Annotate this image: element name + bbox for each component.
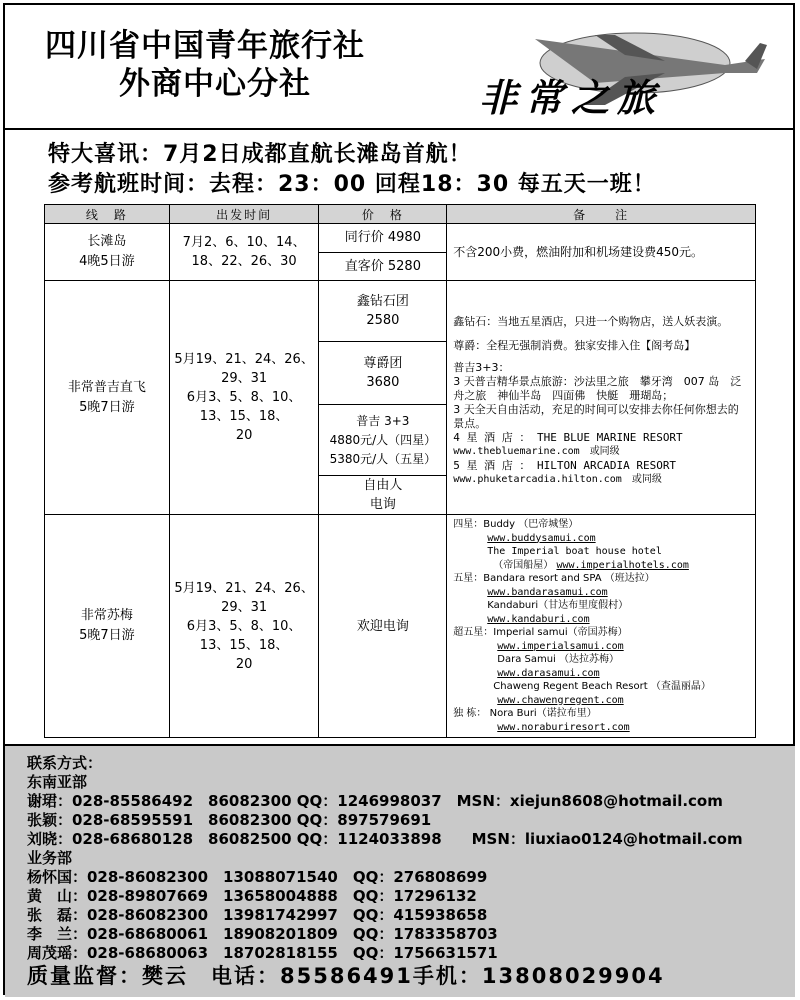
contact-section [5, 744, 795, 997]
quality-supervisor: 质量监督：樊云 电话：85586491手机：13808029904 [27, 964, 665, 988]
note-line: 3 天全天自由活动，充足的时间可以安排去你任何你想去的景点。 [453, 402, 739, 430]
hotel-link[interactable]: www.buddysamui.com [487, 532, 596, 544]
hotel-link[interactable]: www.kandaburi.com [487, 613, 590, 625]
price-free [319, 476, 447, 515]
dept-business: 业务部 [27, 849, 73, 867]
dates-line: 7月2、6、10、14、 [182, 235, 306, 250]
route-duration: 4晚5日游 [79, 254, 135, 269]
note-line: 5 星 酒 店 ： HILTON ARCADIA RESORT [453, 458, 677, 472]
route-duration: 5晚7日游 [79, 628, 135, 643]
price-peer: 同行价 4980 [319, 224, 447, 253]
table-header-row [45, 205, 756, 224]
note-line: Dara Samui （达拉苏梅） [497, 654, 620, 665]
price-name: 自由人 [363, 478, 403, 493]
price-diamond [319, 281, 447, 342]
header-dates: 出发时间 [169, 205, 319, 224]
note-line: 独 栋： Nora Buri（诺拉布里） [453, 708, 597, 719]
price-value: 3680 [366, 375, 400, 390]
contact-title: 联系方式： [27, 754, 103, 772]
contact-list [27, 754, 743, 963]
price-noble [319, 342, 447, 405]
note-line: 尊爵：全程无强制消费。独家安排入住【阁考岛】 [453, 338, 696, 352]
header-notes: 备 注 [447, 205, 756, 224]
dates-line: 6月3、5、8、10、 [186, 390, 302, 405]
note-phuket [447, 281, 756, 515]
dept-southeast-asia: 东南亚部 [27, 773, 88, 791]
dates-line: 5月19、21、24、26、 [174, 580, 314, 596]
note-line: 四星：Buddy （巴帝城堡） [453, 519, 579, 530]
dates-line: 20 [235, 428, 253, 443]
price-33 [319, 405, 447, 476]
price-value: 2580 [366, 313, 400, 328]
note-line: 鑫钻石：当地五星酒店，只进一个购物店，送人妖表演。 [453, 314, 729, 328]
price-name: 鑫钻石团 [356, 294, 409, 309]
price-value: 电询 [369, 497, 396, 512]
hotel-link[interactable]: www.noraburiresort.com [497, 721, 630, 733]
header [5, 5, 795, 130]
note-suffix: 或同级 [589, 445, 620, 457]
tour-table [44, 204, 756, 738]
news-banner [48, 140, 656, 200]
route-name: 非常苏梅 [80, 608, 133, 623]
price-direct: 直客价 5280 [319, 252, 447, 281]
dates-line: 29、31 [221, 599, 268, 615]
table-row [45, 224, 756, 253]
agency-line2: 外商中心分社 [119, 66, 311, 102]
note-boracay: 不含200小费，燃油附加和机场建设费450元。 [447, 224, 756, 281]
hotel-link[interactable]: www.darasamui.com [497, 667, 600, 679]
contact-row: 黄 山：028-89807669 13658004888 QQ：17296132 [27, 887, 477, 905]
dates-phuket [169, 281, 319, 515]
hotel-link[interactable]: www.imperialsamui.com [497, 640, 624, 652]
dates-line: 29、31 [221, 371, 268, 386]
note-samui [447, 515, 756, 738]
agency-name [45, 27, 365, 103]
note-line: The Imperial boat house hotel [487, 546, 662, 557]
contact-row: 谢珺：028-85586492 86082300 QQ：1246998037 MSN：xiejun8608@hotmail.com [27, 792, 723, 810]
price-value: 4880元/人（四星） [329, 432, 437, 447]
contact-row: 李 兰：028-68680061 18908201809 QQ：1783358703 [27, 925, 498, 943]
table-row [45, 515, 756, 738]
agency-line1: 四川省中国青年旅行社 [45, 28, 365, 64]
route-name: 非常普吉直飞 [67, 379, 146, 395]
slogan: 非常之旅 [479, 75, 664, 120]
note-line: 普吉3+3： [453, 360, 510, 374]
route-samui [45, 515, 170, 738]
hotel-link[interactable]: www.thebluemarine.com [453, 445, 580, 457]
contact-row: 刘晓：028-68680128 86082500 QQ：1124033898 MSN：liuxiao0124@hotmail.com [27, 830, 743, 848]
price-value: 5380元/人（五星） [329, 451, 437, 466]
hotel-link[interactable]: www.imperialhotels.com [556, 559, 689, 571]
dates-line: 13、15、18、 [199, 637, 289, 653]
price-name: 普吉 3+3 [356, 413, 410, 428]
dates-boracay [169, 224, 319, 281]
note-line: Kandaburi（甘达布里度假村） [487, 600, 629, 611]
note-line: 五星：Bandara resort and SPA （班达拉） [453, 573, 655, 584]
dates-samui [169, 515, 319, 738]
header-route: 线 路 [45, 205, 170, 224]
route-phuket [45, 281, 170, 515]
dates-line: 20 [235, 656, 253, 672]
table-row [45, 281, 756, 342]
note-line: Chaweng Regent Beach Resort （查温丽晶） [493, 681, 711, 692]
note-line: 4 星 酒 店 ： THE BLUE MARINE RESORT [453, 430, 683, 444]
contact-row: 张 磊：028-86082300 13981742997 QQ：415938658 [27, 906, 488, 924]
price-name: 尊爵团 [363, 356, 403, 371]
news-line2: 参考航班时间：去程：23：00 回程18：30 每五天一班！ [48, 172, 656, 197]
dates-line: 13、15、18、 [199, 409, 289, 424]
note-line: 3 天普吉精华景点旅游：沙法里之旅 攀牙湾 007 岛 泛舟之旅 神仙半岛 四面佛 快艇 珊瑚岛； [453, 374, 742, 402]
note-line: 超五星：Imperial samui（帝国苏梅） [453, 627, 628, 638]
route-name: 长滩岛 [87, 234, 127, 249]
note-suffix: 或同级 [631, 473, 662, 485]
route-duration: 5晚7日游 [79, 399, 135, 415]
price-samui: 欢迎电询 [319, 515, 447, 738]
news-line1: 特大喜讯：7月2日成都直航长滩岛首航！ [48, 142, 472, 167]
contact-row: 周茂瑶：028-68680063 18702818155 QQ：1756631571 [27, 944, 498, 962]
dates-line: 6月3、5、8、10、 [186, 618, 302, 634]
route-boracay [45, 224, 170, 281]
contact-row: 杨怀国：028-86082300 13088071540 QQ：276808699 [27, 868, 488, 886]
dates-line: 18、22、26、30 [191, 254, 297, 269]
hotel-link[interactable]: www.phuketarcadia.hilton.com [453, 473, 622, 485]
hotel-link[interactable]: www.chawengregent.com [497, 694, 624, 706]
header-price: 价 格 [319, 205, 447, 224]
note-line: （帝国船屋） [493, 559, 554, 571]
contact-row: 张颖：028-68595591 86082300 QQ：897579691 [27, 811, 432, 829]
hotel-link[interactable]: www.bandarasamui.com [487, 586, 608, 598]
dates-line: 5月19、21、24、26、 [174, 352, 314, 367]
